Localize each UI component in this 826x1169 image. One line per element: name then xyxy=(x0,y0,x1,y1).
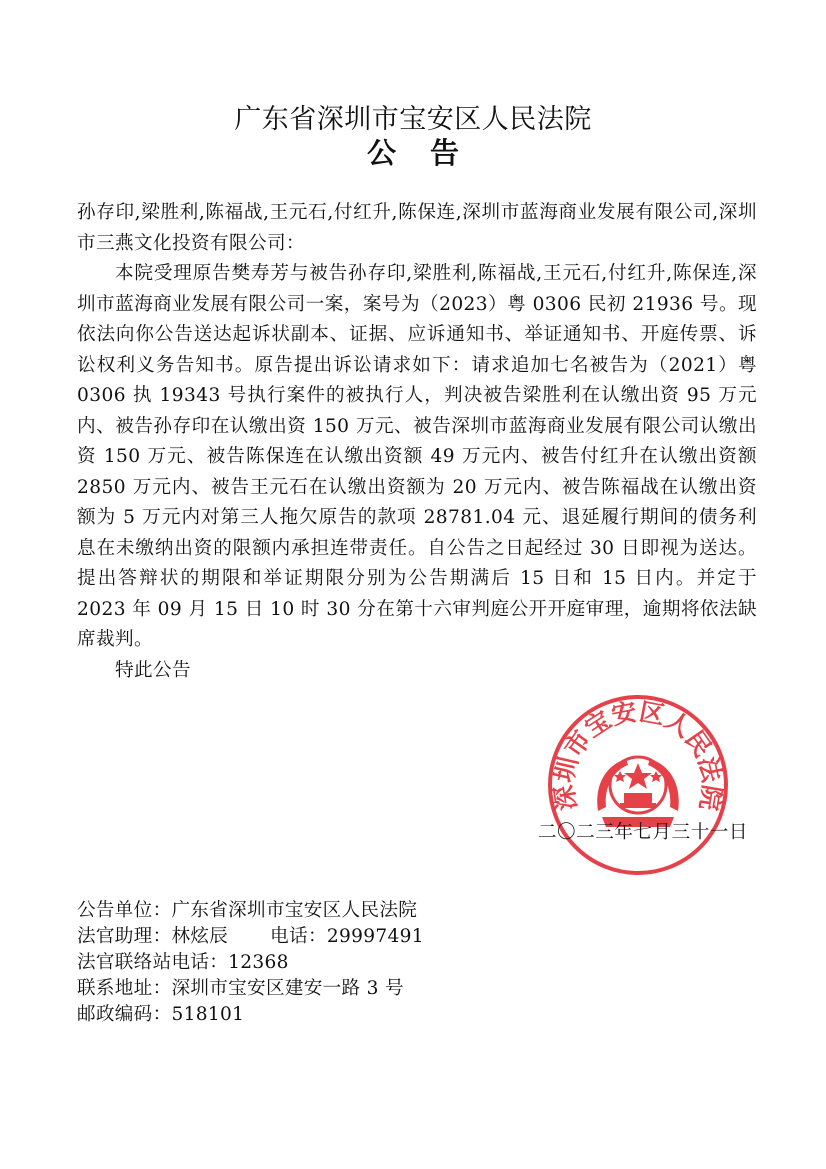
main-paragraph: 本院受理原告樊寿芳与被告孙存印,梁胜利,陈福战,王元石,付红升,陈保连,深圳市蓝海商业发展有限公司一案，案号为（2023）粤 0306 民初 21936 号。现依法向你公告送达起诉状副本、证据、应诉通知书、举证通知书、开庭传票、诉讼权利义务告知书。原告提出诉讼请求如下：请求追加七名被告为（2021）粤 0306 执 19343 号执行案件的被执行人，判决被告梁胜利在认缴出资 95 万元内、被告孙存印在认缴出资 150 万元、被告深圳市蓝海商业发展有限公司认缴出资 150 万元、被告陈保连在认缴出资额 49 万元内、被告付红升在认缴出资额 2850 万元内、被告王元石在认缴出资额为 20 万元内、被告陈福战在认缴出资额为 5 万元内对第三人拖欠原告的款项 28781.04 元、退延履行期间的债务利息在未缴纳出资的限额内承担连带责任。自公告之日起经过 30 日即视为送达。提出答辩状的期限和举证期限分别为公告期满后 15 日和 15 日内。并定于 2023 年 09 月 15 日 10 时 30 分在第十六审判庭公开开庭审理，逾期将依法缺席裁判。 xyxy=(77,263,757,650)
issuing-unit-value: 广东省深圳市宝安区人民法院 xyxy=(171,900,418,921)
document-title: 公告 xyxy=(366,136,493,170)
judge-assistant-row xyxy=(77,924,424,950)
station-phone-label: 法官联络站电话： xyxy=(77,952,229,973)
closing-text: 特此公告 xyxy=(115,659,191,681)
postcode-row xyxy=(77,1002,424,1028)
postcode-value: 518101 xyxy=(171,1004,245,1025)
notice-date: 二〇二三年七月三十一日 xyxy=(537,822,748,843)
notice-body xyxy=(77,198,757,686)
seal-text: 深圳市宝安区人民法院 xyxy=(549,696,727,813)
national-emblem-icon xyxy=(597,757,679,827)
court-seal-stamp xyxy=(546,693,730,877)
address-value: 深圳市宝安区建安一路 3 号 xyxy=(171,978,404,999)
station-phone-row xyxy=(77,950,424,976)
postcode-label: 邮政编码： xyxy=(77,1004,172,1025)
issuing-unit-row xyxy=(77,898,424,924)
phone-label: 电话： xyxy=(270,926,327,947)
phone-value: 29997491 xyxy=(326,926,424,947)
court-name-heading: 广东省深圳市宝安区人民法院 xyxy=(234,104,592,135)
address-row xyxy=(77,976,424,1002)
judge-assistant-label: 法官助理： xyxy=(77,926,172,947)
contact-footer xyxy=(77,898,424,1028)
judge-assistant-value: 林炫辰 xyxy=(171,926,229,947)
issuing-unit-label: 公告单位： xyxy=(77,900,172,921)
addressees: 孙存印,梁胜利,陈福战,王元石,付红升,陈保连,深圳市蓝海商业发展有限公司,深圳市三燕文化投资有限公司： xyxy=(77,202,757,254)
station-phone-value: 12368 xyxy=(228,952,289,973)
address-label: 联系地址： xyxy=(77,978,172,999)
